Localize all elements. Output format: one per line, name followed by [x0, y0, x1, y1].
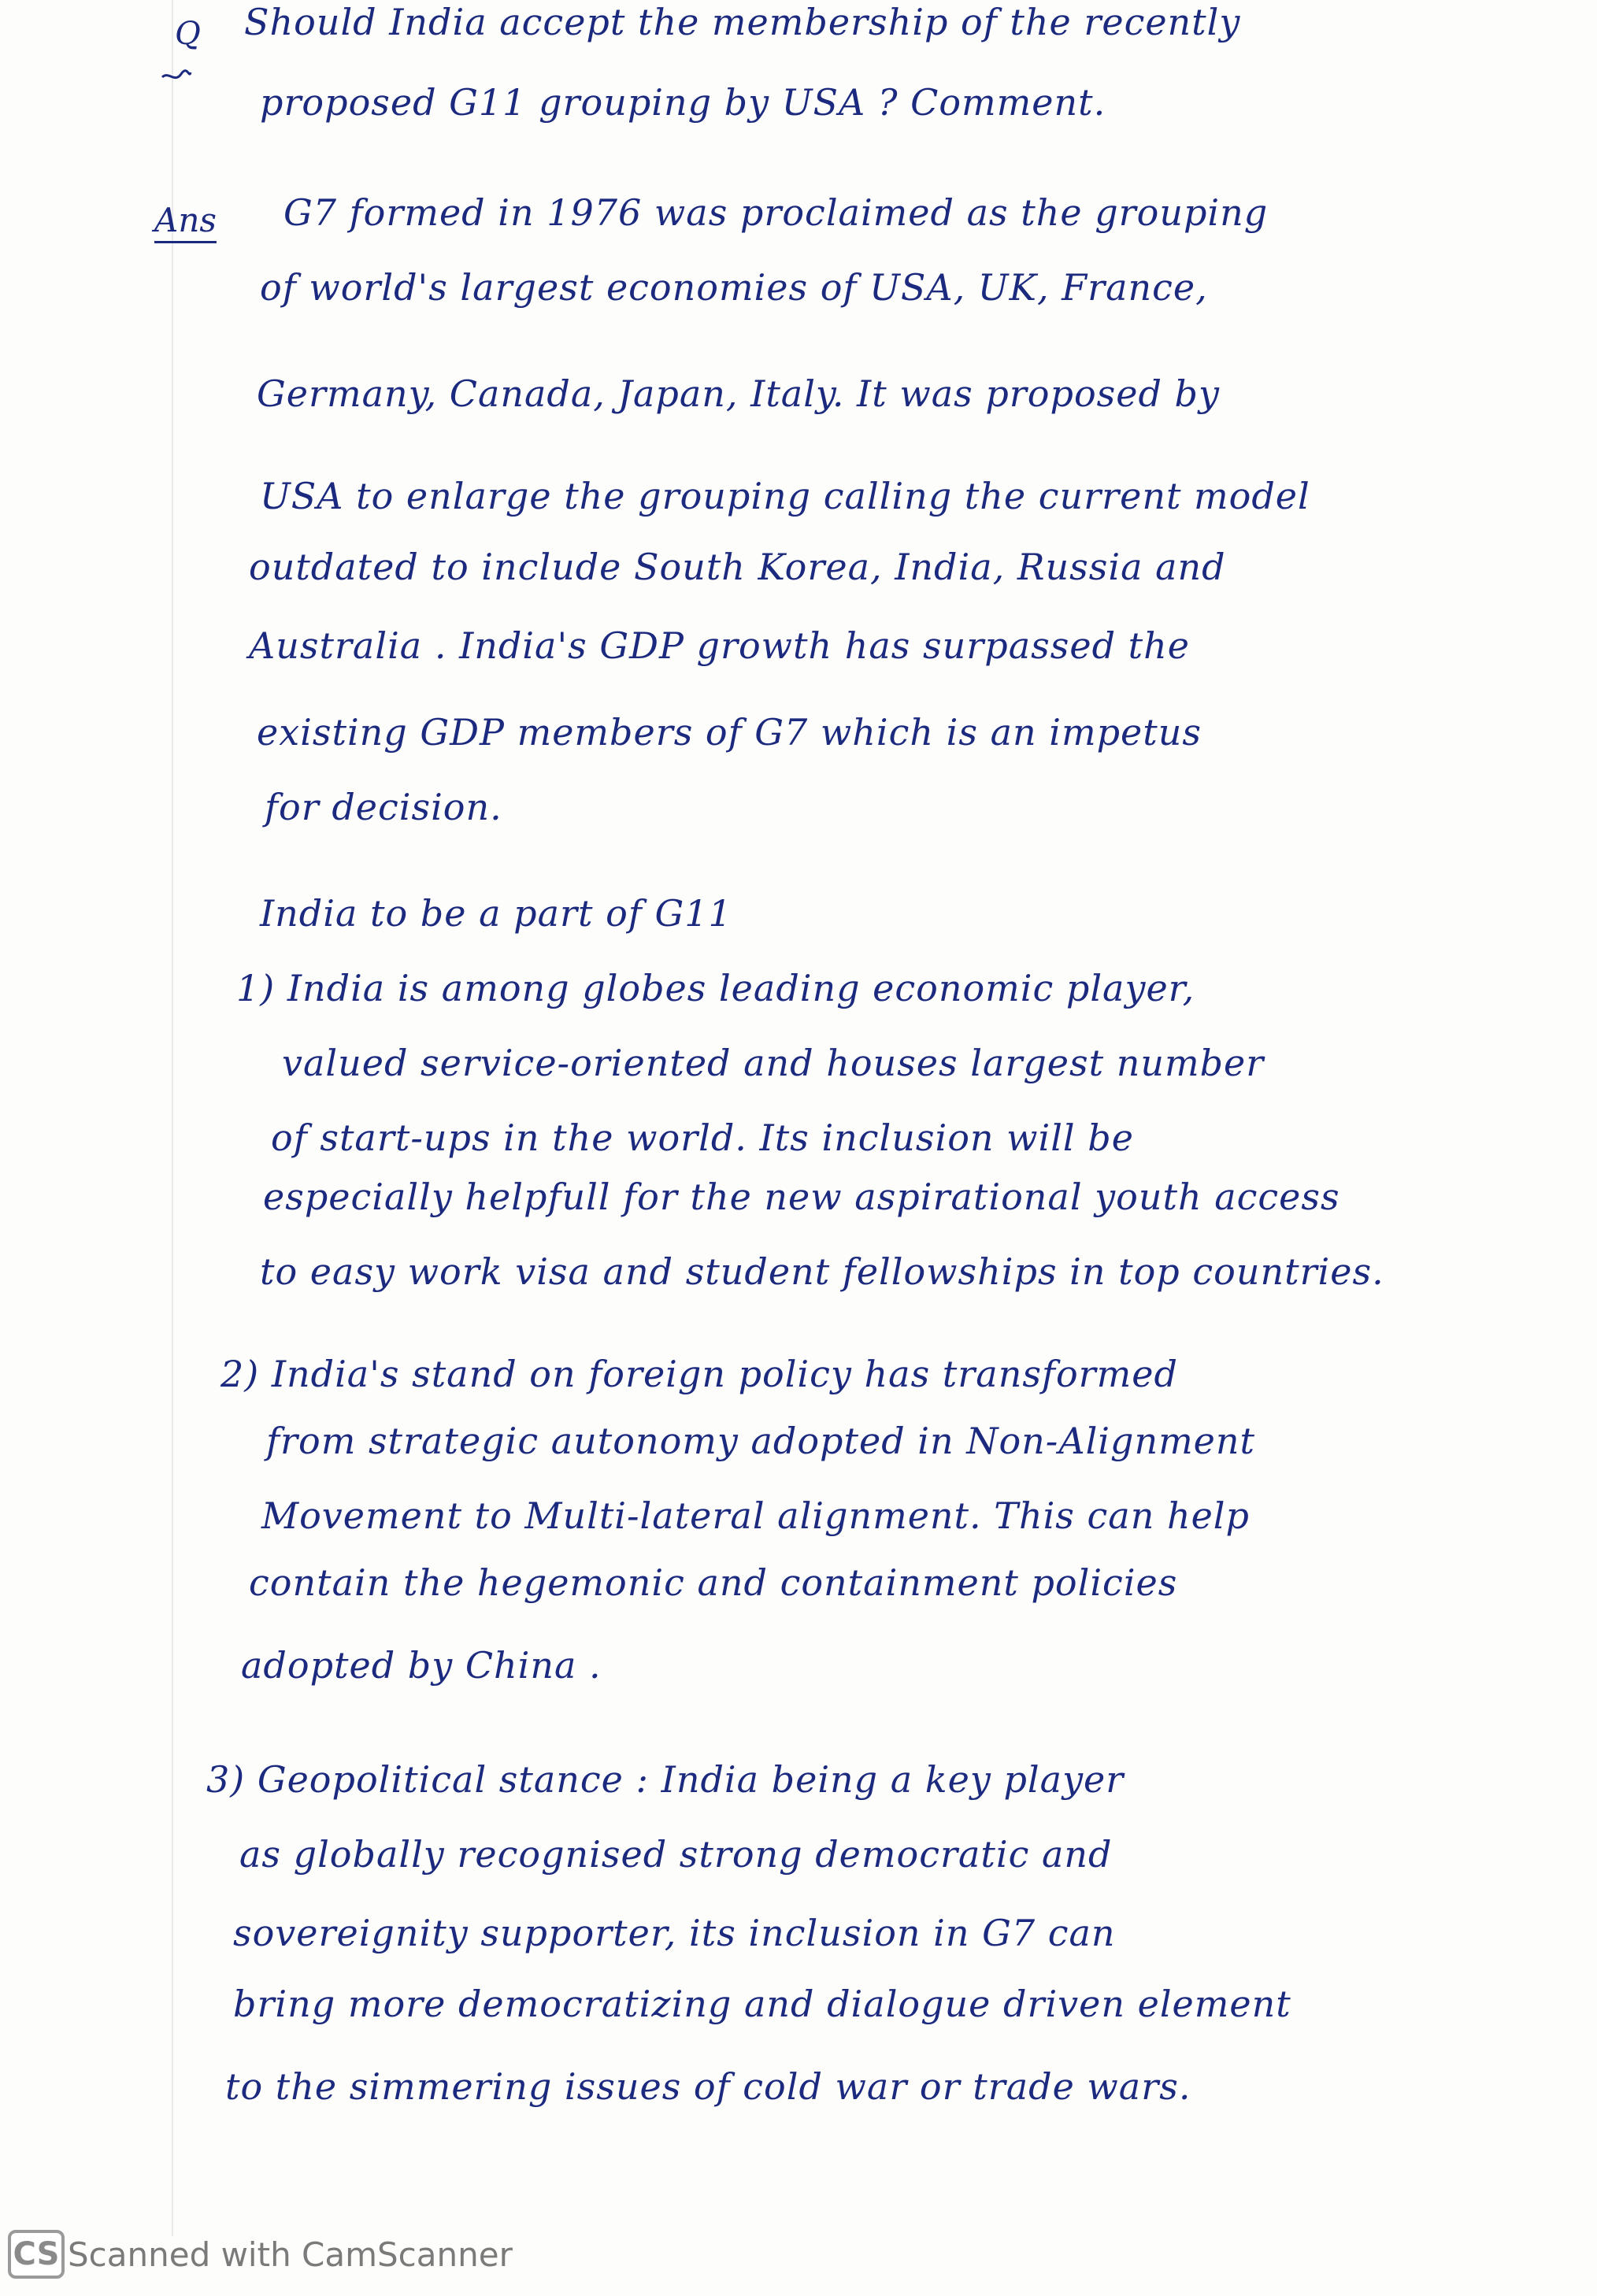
point1-line-3: of start-ups in the world. Its inclusion will be — [271, 1117, 1134, 1159]
subheading: India to be a part of G11 — [260, 892, 732, 935]
margin-line — [172, 0, 173, 2236]
intro-line-2: of world's largest economies of USA, UK, France, — [260, 266, 1208, 309]
intro-line-6: Australia . India's GDP growth has surpassed the — [249, 624, 1190, 667]
point3-line-4: bring more democratizing and dialogue driven element — [233, 1983, 1291, 2025]
point2-line-3: Movement to Multi-lateral alignment. This can help — [261, 1494, 1250, 1537]
question-marker-scribble — [161, 68, 192, 85]
question-line-1: Should India accept the membership of the recently — [244, 1, 1241, 43]
point2-line-1: 2) India's stand on foreign policy has transformed — [220, 1353, 1178, 1395]
point1-line-2: valued service-oriented and houses largest number — [282, 1042, 1265, 1084]
point1-line-1: 1) India is among globes leading economic player, — [236, 967, 1195, 1009]
answer-label: Ans — [154, 201, 217, 239]
point2-line-5: adopted by China . — [241, 1644, 602, 1687]
point3-line-2: as globally recognised strong democratic and — [239, 1833, 1113, 1876]
point3-line-5: to the simmering issues of cold war or trade wars. — [225, 2065, 1191, 2108]
point1-line-4: especially helpfull for the new aspirational youth access — [263, 1176, 1340, 1218]
intro-line-4: USA to enlarge the grouping calling the current model — [260, 475, 1310, 517]
point1-line-5: to easy work visa and student fellowships in top countries. — [260, 1250, 1384, 1293]
point3-line-1: 3) Geopolitical stance : India being a key player — [206, 1758, 1125, 1801]
question-line-2: proposed G11 grouping by USA ? Comment. — [260, 81, 1106, 124]
camscanner-text: Scanned with CamScanner — [68, 2235, 513, 2274]
camscanner-watermark — [8, 2227, 513, 2282]
intro-line-5: outdated to include South Korea, India, Russia and — [249, 546, 1226, 588]
point2-line-4: contain the hegemonic and containment policies — [249, 1561, 1178, 1604]
point2-line-2: from strategic autonomy adopted in Non-Alignment — [266, 1420, 1256, 1462]
intro-line-1: G7 formed in 1976 was proclaimed as the grouping — [283, 191, 1269, 234]
intro-line-7: existing GDP members of G7 which is an impetus — [257, 711, 1202, 754]
question-marker: Q — [175, 16, 201, 52]
point3-line-3: sovereignity supporter, its inclusion in G7 can — [233, 1912, 1116, 1954]
intro-line-8: for decision. — [265, 786, 502, 828]
intro-line-3: Germany, Canada, Japan, Italy. It was proposed by — [257, 372, 1220, 415]
camscanner-logo: CS — [8, 2230, 65, 2279]
